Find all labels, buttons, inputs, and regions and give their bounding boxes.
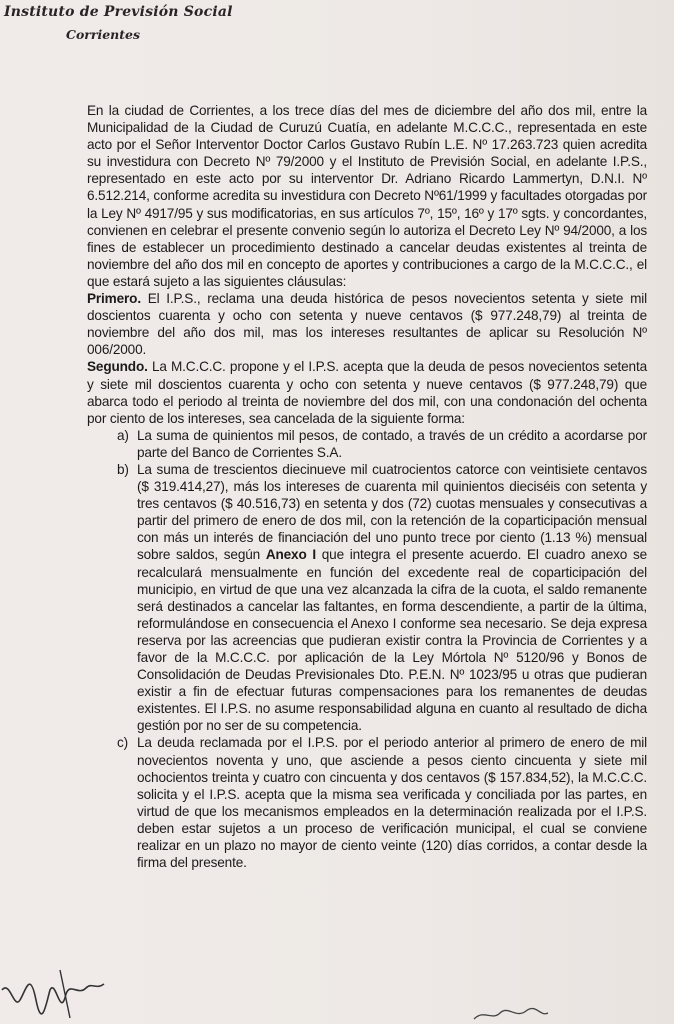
clause-segundo bbox=[87, 358, 647, 426]
item-b-text-1: La suma de trescientos diecinueve mil cuatrocientos catorce con veintisiete centavos ($ 319.414,27), más los intereses de cuarenta mil quinientos dieciséis con setenta y tres centavos ($ 40.516,73) en setenta y dos (72) cuotas mensuales y consecutivas a partir del primero de enero de dos mil, con la retención de la coparticipación mensual con más un interés de financiación del uno punto trece por ciento (1.13 %) mensual sobre saldos, según bbox=[137, 461, 647, 563]
item-b-letter: b) bbox=[117, 461, 129, 477]
item-b-anexo: Anexo I bbox=[265, 547, 317, 563]
signature-left bbox=[0, 960, 110, 1024]
item-b-text-2: que integra el presente acuerdo. El cuadro anexo se recalculará mensualmente en función del excedente real de coparticipación del municipio, en virtud de que una vez alcanzada la cifra de la cuota, el saldo remanente será destinados a cancelar las faltantes, en forma descendiente, a partir de la última, reformulándose en consecuencia el Anexo I conforme sea necesario. Se deja expresa reserva por las acreencias que pudieran existir contra la Provincia de Corrientes y a favor de la M.C.C.C. por aplicación de la Ley Mórtola Nº 5120/96 y Bonos de Consolidación de Deudas Previsionales Dto. P.E.N. Nº 1023/95 u otras que pudieran existir a fin de efectuar futuras compensaciones para los remanentes de deudas existentes. El I.P.S. no asume responsabilidad alguna en cuanto al resultado de dicha gestión por no ser de su competencia. bbox=[137, 547, 647, 734]
item-c bbox=[117, 734, 647, 871]
item-a-letter: a) bbox=[117, 427, 129, 443]
institution-name: Instituto de Previsión Social bbox=[4, 4, 233, 20]
clause-primero-text: El I.P.S., reclama una deuda histórica de pesos novecientos setenta y siete mil doscientos cuarenta y ocho con setenta y nueve centavos ($ 977.248,79) al treinta de noviembre del año dos mil, mas los intereses resultantes de aplicar su Resolución Nº 006/2000. bbox=[87, 291, 647, 358]
item-c-text: La deuda reclamada por el I.P.S. por el periodo anterior al primero de enero de mil novecientos noventa y uno, que asciende a pesos ciento cincuenta y siete mil ochocientos treinta y cuatro con cincuenta y dos centavos ($ 157.834,52), la M.C.C.C. solicita y el I.P.S. acepta que la misma sea verificada y conciliada por las partes, en virtud de que los mecanismos empleados en la determinación realizada por el I.P.S. deben estar sujetos a un proceso de verificación municipal, el cual se conviene realizar en un plazo no mayor de ciento veinte (120) días corridos, a contar desde la firma del presente. bbox=[137, 735, 647, 871]
clause-primero bbox=[87, 290, 647, 358]
item-b bbox=[117, 461, 647, 735]
intro-paragraph: En la ciudad de Corrientes, a los trece días del mes de diciembre del año dos mil, entre la Municipalidad de la Ciudad de Curuzú Cuatía, en adelante M.C.C.C., representada en este acto por el Señor Interventor Doctor Carlos Gustavo Rubín L.E. Nº 17.263.723 quien acredita su investidura con Decreto Nº 79/2000 y el Instituto de Previsión Social, en adelante I.P.S., representado en este acto por su interventor Dr. Adriano Ricardo Lammertyn, D.N.I. Nº 6.512.214, conforme acredita su investidura con Decreto Nº61/1999 y facultades otorgadas por la Ley Nº 4917/95 y sus modificatorias, en sus artículos 7º, 15º, 16º y 17º sgts. y concordantes, convienen en celebrar el presente convenio según lo autoriza el Decreto Ley Nº 94/2000, a los fines de establecer un procedimiento destinado a cancelar deudas existentes al treinta de noviembre del año dos mil en concepto de aportes y contribuciones a cargo de la M.C.C.C., el que estará sujeto a las siguientes cláusulas: bbox=[87, 103, 647, 289]
clause-primero-label: Primero. bbox=[87, 291, 141, 307]
letterhead bbox=[4, 4, 233, 42]
item-c-letter: c) bbox=[117, 735, 129, 751]
clause-segundo-text: La M.C.C.C. propone y el I.P.S. acepta que la deuda de pesos novecientos setenta y siete mil doscientos cuarenta y ocho con setenta y nueve centavos ($ 977.248,79) que abarca todo el periodo al treinta de noviembre del dos mil, con una condonación del ochenta por ciento de los intereses, sea cancelada de la siguiente forma: bbox=[87, 359, 647, 426]
item-a bbox=[117, 427, 647, 461]
clause-segundo-label: Segundo. bbox=[87, 359, 148, 375]
agreement-body bbox=[87, 102, 647, 871]
province-name: Corrientes bbox=[66, 27, 141, 42]
signature-right bbox=[470, 1005, 550, 1024]
clause-items bbox=[87, 427, 647, 871]
item-a-text: La suma de quinientos mil pesos, de contado, a través de un crédito a acordarse por parte del Banco de Corrientes S.A. bbox=[137, 427, 647, 460]
